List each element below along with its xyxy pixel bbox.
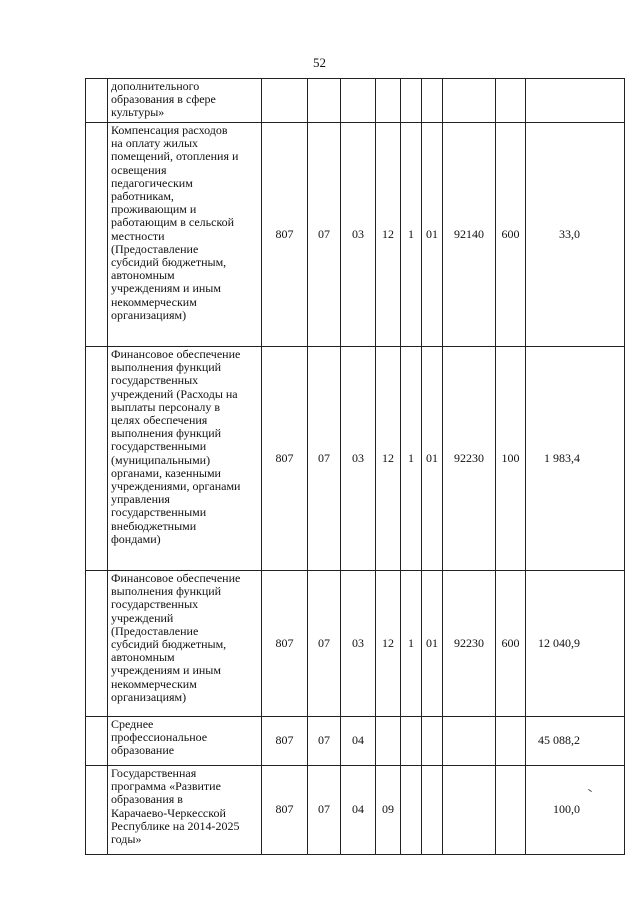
- program-cell: 12: [376, 571, 401, 717]
- section-cell: 07: [308, 766, 341, 855]
- admin-code-cell: [262, 79, 308, 123]
- item-name-line: выполнения функций: [111, 360, 222, 375]
- budget-table: [85, 78, 625, 855]
- item-name-line: дополнительного: [111, 79, 200, 93]
- item-name-line: внебюджетными: [111, 518, 197, 533]
- item-name-line: учреждениям и иным: [111, 281, 221, 296]
- item-name-line: автономным: [111, 268, 175, 283]
- item-name-line: Компенсация расходов: [111, 123, 228, 137]
- table-row: [86, 347, 625, 571]
- main-event-cell: [422, 717, 443, 766]
- item-name-line: некоммерческим: [111, 294, 197, 309]
- table-row: [86, 79, 625, 123]
- item-name-line: некоммерческим: [111, 676, 197, 691]
- item-name-line: Финансовое обеспечение: [111, 571, 241, 585]
- amount-cell: 100,0: [526, 766, 625, 855]
- page-number: 52: [313, 55, 326, 70]
- item-name-line: работающим в сельской: [111, 215, 235, 230]
- item-name-cell: [108, 79, 262, 123]
- admin-code-cell: 807: [262, 766, 308, 855]
- main-event-cell: 01: [422, 571, 443, 717]
- item-name-line: учреждений (Расходы на: [111, 386, 238, 401]
- row-margin-cell: [86, 123, 108, 347]
- amount-cell: 1 983,4: [526, 347, 625, 571]
- item-name-line: Государственная: [111, 766, 197, 780]
- item-name-line: Карачаево-Черкесской: [111, 805, 226, 820]
- main-event-cell: 01: [422, 123, 443, 347]
- item-name-line: профессиональное: [111, 730, 208, 745]
- table-row: [86, 717, 625, 766]
- item-name-line: фондами): [111, 531, 161, 546]
- item-name-line: Финансовое обеспечение: [111, 347, 241, 361]
- program-cell: 12: [376, 123, 401, 347]
- row-margin-cell: [86, 347, 108, 571]
- program-cell: 12: [376, 347, 401, 571]
- item-name-line: (Предоставление: [111, 623, 199, 638]
- row-margin-cell: [86, 571, 108, 717]
- item-name-cell: [108, 717, 262, 766]
- item-name-line: (муниципальными): [111, 452, 211, 467]
- section-cell: 07: [308, 717, 341, 766]
- table-row: [86, 123, 625, 347]
- section-cell: 07: [308, 347, 341, 571]
- item-name-line: педагогическим: [111, 175, 193, 190]
- subsection-cell: 03: [341, 347, 376, 571]
- subprogram-cell: 1: [401, 123, 422, 347]
- item-name-line: субсидий бюджетным,: [111, 255, 227, 270]
- item-name-line: государственных: [111, 597, 199, 612]
- item-name-line: местности: [111, 228, 165, 243]
- section-cell: [308, 79, 341, 123]
- item-name-line: государственными: [111, 439, 207, 454]
- direction-cell: 92230: [443, 571, 496, 717]
- subprogram-cell: [401, 717, 422, 766]
- expense-type-cell: [496, 766, 526, 855]
- expense-type-cell: 100: [496, 347, 526, 571]
- admin-code-cell: 807: [262, 571, 308, 717]
- item-name-line: государственных: [111, 373, 199, 388]
- subsection-cell: 03: [341, 571, 376, 717]
- item-name-line: помещений, отопления и: [111, 149, 239, 164]
- main-event-cell: [422, 766, 443, 855]
- item-name-line: проживающим и: [111, 202, 197, 217]
- item-name-line: организациям): [111, 307, 187, 322]
- item-name-cell: [108, 766, 262, 855]
- direction-cell: 92140: [443, 123, 496, 347]
- subsection-cell: 04: [341, 766, 376, 855]
- expense-type-cell: 600: [496, 571, 526, 717]
- direction-cell: [443, 79, 496, 123]
- amount-cell: [526, 79, 625, 123]
- expense-type-cell: [496, 79, 526, 123]
- subsection-cell: 04: [341, 717, 376, 766]
- item-name-line: органами, казенными: [111, 465, 221, 480]
- item-name-cell: [108, 571, 262, 717]
- admin-code-cell: 807: [262, 123, 308, 347]
- subprogram-cell: [401, 766, 422, 855]
- item-name-line: управления: [111, 492, 170, 507]
- admin-code-cell: 807: [262, 717, 308, 766]
- expense-type-cell: 600: [496, 123, 526, 347]
- main-event-cell: 01: [422, 347, 443, 571]
- item-name-line: на оплату жилых: [111, 136, 199, 151]
- item-name-line: освещения: [111, 162, 167, 177]
- program-cell: [376, 717, 401, 766]
- item-name-line: (Предоставление: [111, 241, 199, 256]
- direction-cell: [443, 717, 496, 766]
- subsection-cell: 03: [341, 123, 376, 347]
- item-name-line: целях обеспечения: [111, 413, 208, 428]
- expense-type-cell: [496, 717, 526, 766]
- item-name-line: Среднее: [111, 717, 154, 731]
- item-name-line: выплаты персоналу в: [111, 399, 221, 414]
- item-name-line: субсидий бюджетным,: [111, 637, 227, 652]
- item-name-line: организациям): [111, 689, 187, 704]
- item-name-line: образования в: [111, 792, 183, 807]
- item-name-line: годы»: [111, 832, 142, 847]
- direction-cell: 92230: [443, 347, 496, 571]
- subprogram-cell: 1: [401, 347, 422, 571]
- item-name-line: программа «Развитие: [111, 779, 221, 794]
- program-cell: 09: [376, 766, 401, 855]
- item-name-line: учреждений: [111, 610, 174, 625]
- item-name-cell: [108, 123, 262, 347]
- item-name-line: выполнения функций: [111, 584, 222, 599]
- item-name-line: образования в сфере: [111, 92, 216, 107]
- item-name-line: автономным: [111, 650, 175, 665]
- table-row: [86, 571, 625, 717]
- main-event-cell: [422, 79, 443, 123]
- subsection-cell: [341, 79, 376, 123]
- row-margin-cell: [86, 717, 108, 766]
- amount-cell: 45 088,2: [526, 717, 625, 766]
- row-margin-cell: [86, 79, 108, 123]
- program-cell: [376, 79, 401, 123]
- item-name-line: работникам,: [111, 189, 174, 204]
- subprogram-cell: [401, 79, 422, 123]
- item-name-line: государственными: [111, 505, 207, 520]
- section-cell: 07: [308, 571, 341, 717]
- item-name-cell: [108, 347, 262, 571]
- item-name-line: выполнения функций: [111, 426, 222, 441]
- section-cell: 07: [308, 123, 341, 347]
- item-name-line: культуры»: [111, 105, 165, 120]
- subprogram-cell: 1: [401, 571, 422, 717]
- direction-cell: [443, 766, 496, 855]
- item-name-line: учреждениям и иным: [111, 663, 221, 678]
- admin-code-cell: 807: [262, 347, 308, 571]
- item-name-line: учреждениями, органами: [111, 479, 241, 494]
- row-margin-cell: [86, 766, 108, 855]
- item-name-line: образование: [111, 743, 175, 758]
- amount-cell: 12 040,9: [526, 571, 625, 717]
- table-row: [86, 766, 625, 855]
- item-name-line: Республике на 2014-2025: [111, 818, 240, 833]
- amount-cell: 33,0: [526, 123, 625, 347]
